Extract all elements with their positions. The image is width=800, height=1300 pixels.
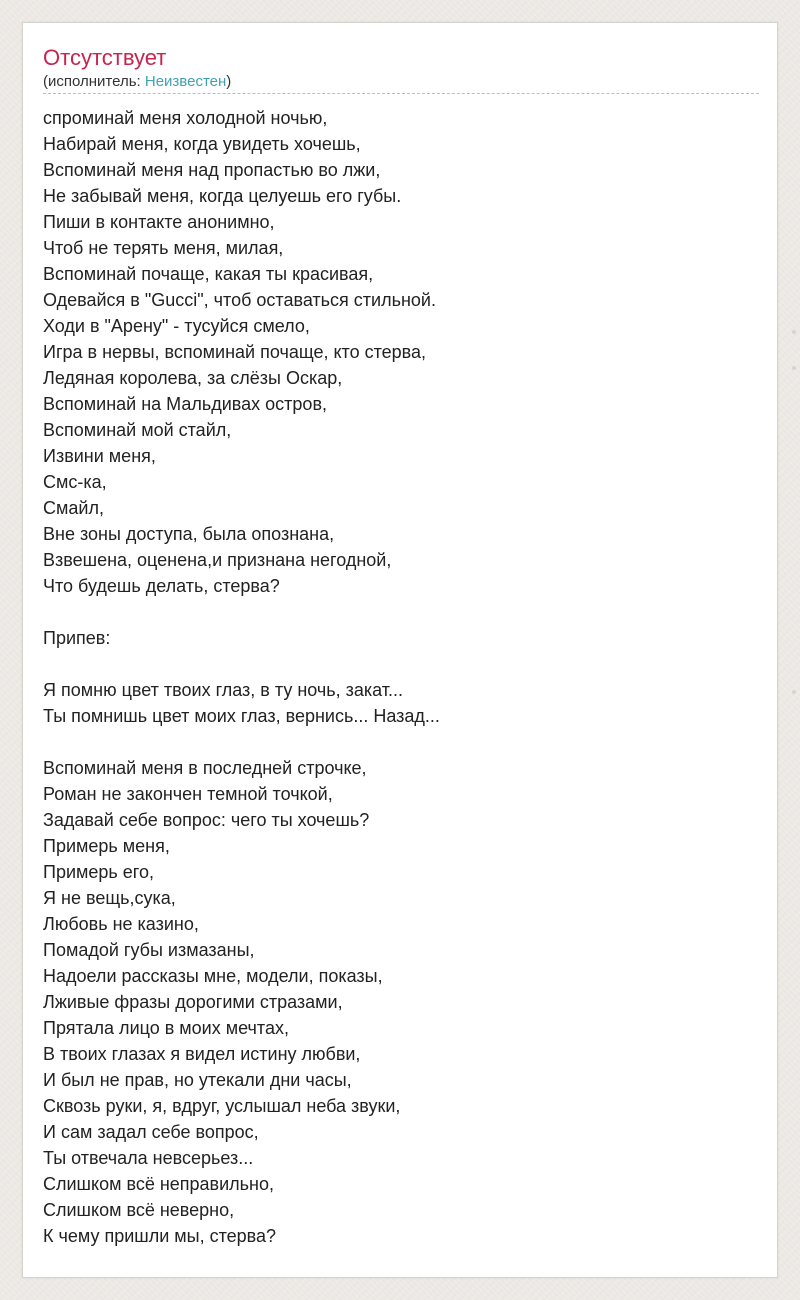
lyric-line: Смайл, xyxy=(43,498,104,518)
lyric-line: Любовь не казино, xyxy=(43,914,199,934)
lyric-line: Надоели рассказы мне, модели, показы, xyxy=(43,966,383,986)
artist-link[interactable]: Неизвестен xyxy=(144,73,227,90)
lyric-line: Слишком всё неверно, xyxy=(43,1200,235,1220)
lyric-line: Не забывай меня, когда целуешь его губы. xyxy=(43,186,402,206)
lyric-line: И был не прав, но утекали дни часы, xyxy=(43,1070,352,1090)
lyric-line: Примерь меня, xyxy=(43,836,170,856)
decorative-dot xyxy=(792,690,796,694)
lyric-line: Вспоминай почаще, какая ты красивая, xyxy=(43,264,374,284)
lyric-line: Извини меня, xyxy=(43,446,156,466)
lyric-line: Ты помнишь цвет моих глаз, вернись... Назад... xyxy=(43,706,440,726)
lyric-blank-line xyxy=(43,729,759,755)
lyric-line: Вспоминай мой стайл, xyxy=(43,420,232,440)
lyric-line: Что будешь делать, стерва? xyxy=(43,576,280,596)
lyric-line: В твоих глазах я видел истину любви, xyxy=(43,1044,361,1064)
lyric-blank-line xyxy=(43,599,759,625)
lyric-line: Взвешена, оценена,и признана негодной, xyxy=(43,550,392,570)
lyric-line: Чтоб не терять меня, милая, xyxy=(43,238,284,258)
lyric-line: Вспоминай меня в последней строчке, xyxy=(43,758,367,778)
lyrics-text xyxy=(43,105,759,1249)
lyric-line: Пиши в контакте анонимно, xyxy=(43,212,275,232)
lyric-line: Вне зоны доступа, была опознана, xyxy=(43,524,335,544)
lyric-line: Я помню цвет твоих глаз, в ту ночь, закат... xyxy=(43,680,404,700)
lyric-line: Ты отвечала невсерьез... xyxy=(43,1148,254,1168)
lyric-line: Игра в нервы, вспоминай почаще, кто стерва, xyxy=(43,342,427,362)
lyric-line: Прятала лицо в моих мечтах, xyxy=(43,1018,289,1038)
header-divider xyxy=(43,93,759,94)
lyric-line: Одевайся в "Gucci", чтоб оставаться стильной. xyxy=(43,290,436,310)
lyric-line: Роман не закончен темной точкой, xyxy=(43,784,333,804)
artist-suffix: ) xyxy=(226,73,232,90)
lyric-line: Сквозь руки, я, вдруг, услышал неба звуки, xyxy=(43,1096,401,1116)
artist-line xyxy=(43,73,759,91)
lyric-line: Вспоминай на Мальдивах остров, xyxy=(43,394,328,414)
lyric-line: Припев: xyxy=(43,628,111,648)
lyric-line: Набирай меня, когда увидеть хочешь, xyxy=(43,134,361,154)
lyric-line: Смс-ка, xyxy=(43,472,107,492)
lyric-line: К чему пришли мы, стерва? xyxy=(43,1226,277,1246)
lyric-line: Помадой губы измазаны, xyxy=(43,940,255,960)
lyric-line: И сам задал себе вопрос, xyxy=(43,1122,259,1142)
lyric-line: Примерь его, xyxy=(43,862,154,882)
lyrics-card xyxy=(22,22,778,1278)
artist-prefix: (исполнитель: xyxy=(43,73,145,90)
lyric-line: Я не вещь,сука, xyxy=(43,888,176,908)
lyric-line: Задавай себе вопрос: чего ты хочешь? xyxy=(43,810,370,830)
lyric-line: Лживые фразы дорогими стразами, xyxy=(43,992,343,1012)
decorative-dot xyxy=(792,330,796,334)
lyric-line: Ледяная королева, за слёзы Оскар, xyxy=(43,368,343,388)
song-title: Отсутствует xyxy=(43,45,167,70)
decorative-dot xyxy=(792,366,796,370)
lyric-line: Вспоминай меня над пропастью во лжи, xyxy=(43,160,381,180)
lyric-line: Ходи в "Арену" - тусуйся смело, xyxy=(43,316,310,336)
lyric-line: спроминай меня холодной ночью, xyxy=(43,108,328,128)
song-header xyxy=(43,45,759,91)
lyric-line: Слишком всё неправильно, xyxy=(43,1174,275,1194)
lyric-blank-line xyxy=(43,651,759,677)
